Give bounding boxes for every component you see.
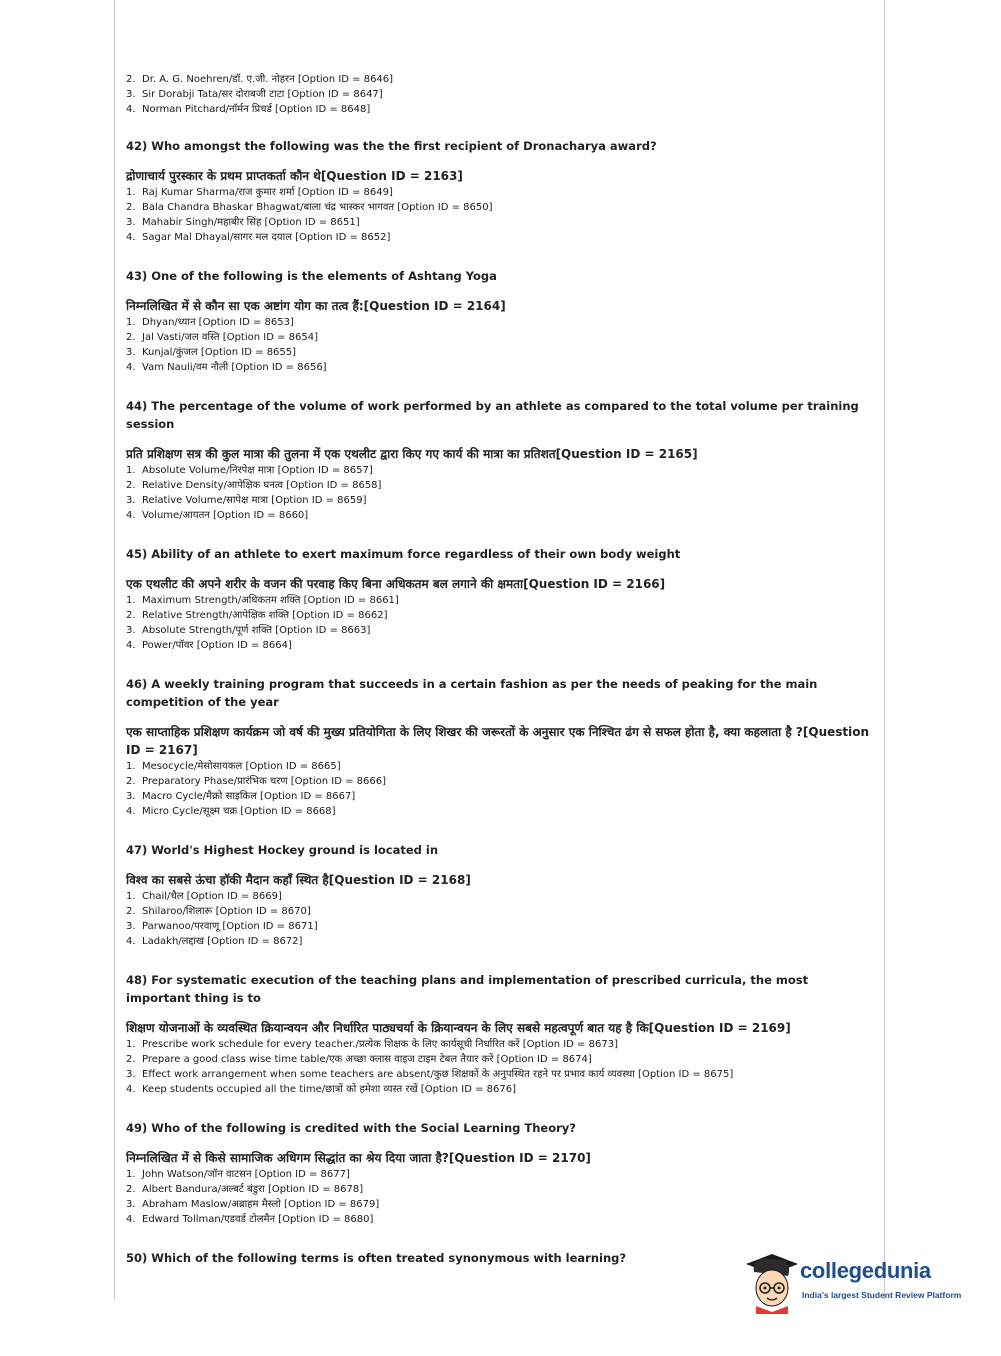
option-text: Sagar Mal Dhayal/सागर मल दयाल [Option ID = 8652] (142, 232, 391, 243)
question-list (126, 137, 874, 1267)
option-list (126, 593, 874, 653)
option-text: Edward Tollman/एडवर्ड टोलमैन [Option ID = 8680] (142, 1214, 374, 1225)
option-number: 2. (126, 906, 136, 917)
logo-tagline: India's largest Student Review Platform (802, 1290, 962, 1300)
option-item (126, 1212, 874, 1227)
option-text: Prescribe work schedule for every teacher./प्रत्येक शिक्षक के लिए कार्यसूची निर्धारित करें [Option ID = 8673] (142, 1039, 618, 1050)
option-text: John Watson/जॉन वाटसन [Option ID = 8677] (142, 1169, 350, 1180)
question-text-hindi: प्रति प्रशिक्षण सत्र की कुल मात्रा की तुलना में एक एथलीट द्वारा किए गए कार्य की मात्रा का प्रतिशत[Question ID = 2165] (126, 447, 698, 461)
option-number: 3. (126, 347, 136, 358)
option-text: Norman Pitchard/नॉर्मन प्रिचर्ड [Option ID = 8648] (142, 104, 371, 115)
option-number: 1. (126, 465, 136, 476)
option-list (126, 185, 874, 245)
question-text-english: 46) A weekly training program that succeeds in a certain fashion as per the needs of peaking for the main competition of the year (126, 677, 818, 709)
question-text-english: 50) Which of the following terms is often treated synonymous with learning? (126, 1251, 627, 1265)
option-text: Preparatory Phase/प्रारंभिक चरण [Option ID = 8666] (142, 776, 386, 787)
option-number: 1. (126, 891, 136, 902)
option-text: Volume/आयतन [Option ID = 8660] (142, 510, 309, 521)
option-item (126, 200, 874, 215)
option-text: Effect work arrangement when some teachers are absent/कुछ शिक्षकों के अनुपस्थित रहने पर प्रभाव कार्य व्यवस्था [Option ID = 8675] (142, 1069, 734, 1080)
right-margin-rule (884, 0, 885, 1300)
option-text: Maximum Strength/अधिकतम शक्ति [Option ID = 8661] (142, 595, 399, 606)
option-list (126, 889, 874, 949)
option-text: Mahabir Singh/महाबीर सिंह [Option ID = 8651] (142, 217, 360, 228)
option-number: 1. (126, 187, 136, 198)
option-number: 3. (126, 217, 136, 228)
question-text-hindi: एक साप्ताहिक प्रशिक्षण कार्यक्रम जो वर्ष की मुख्य प्रतियोगिता के लिए शिखर की जरूरतों के अनुसार एक निश्चित ढंग से सफल होता है, क्या कहलाता है ?[Question ID = 2167] (126, 725, 870, 757)
option-item (126, 330, 874, 345)
option-item (126, 1037, 874, 1052)
question-text-english: 42) Who amongst the following was the the first recipient of Dronacharya award? (126, 139, 657, 153)
option-text: Albert Bandura/अल्बर्ट बंडुरा [Option ID = 8678] (142, 1184, 364, 1195)
option-item (126, 463, 874, 478)
option-text: Abraham Maslow/अब्राहम मैस्लो [Option ID = 8679] (142, 1199, 380, 1210)
option-text: Vam Nauli/वम नौली [Option ID = 8656] (142, 362, 327, 373)
option-number: 4. (126, 806, 136, 817)
option-number: 4. (126, 640, 136, 651)
option-number: 2. (126, 776, 136, 787)
option-text: Jal Vasti/जल वस्ति [Option ID = 8654] (142, 332, 318, 343)
option-number: 3. (126, 921, 136, 932)
option-item (126, 638, 874, 653)
option-item (126, 623, 874, 638)
question-block (126, 397, 874, 523)
option-item (126, 87, 874, 102)
option-number: 4. (126, 362, 136, 373)
option-item (126, 345, 874, 360)
question-block (126, 137, 874, 245)
option-text: Raj Kumar Sharma/राज कुमार शर्मा [Option ID = 8649] (142, 187, 393, 198)
option-text: Power/पॉवर [Option ID = 8664] (142, 640, 292, 651)
question-block (126, 841, 874, 949)
question-text-english: 43) One of the following is the elements of Ashtang Yoga (126, 269, 497, 283)
question-block (126, 971, 874, 1097)
question-block (126, 267, 874, 375)
option-text: Macro Cycle/मैक्रो साइकिल [Option ID = 8667] (142, 791, 356, 802)
logo-wordmark: collegedunia (800, 1258, 931, 1283)
option-text: Micro Cycle/सूक्ष्म चक्र [Option ID = 8668] (142, 806, 336, 817)
option-item (126, 1067, 874, 1082)
question-text-english: 47) World's Highest Hockey ground is located in (126, 843, 439, 857)
option-text: Dhyan/ध्यान [Option ID = 8653] (142, 317, 294, 328)
option-item (126, 789, 874, 804)
option-item (126, 608, 874, 623)
continued-option-list (126, 72, 874, 117)
option-number: 4. (126, 232, 136, 243)
option-item (126, 215, 874, 230)
option-number: 4. (126, 936, 136, 947)
question-text-hindi: विश्व का सबसे ऊंचा हॉकी मैदान कहाँ स्थित है[Question ID = 2168] (126, 873, 471, 887)
option-text: Absolute Strength/पूर्ण शक्ति [Option ID = 8663] (142, 625, 371, 636)
option-item (126, 230, 874, 245)
collegedunia-logo (742, 1250, 970, 1314)
option-item (126, 478, 874, 493)
question-block (126, 1119, 874, 1227)
option-number: 2. (126, 74, 136, 85)
question-text-english: 48) For systematic execution of the teaching plans and implementation of prescribed curricula, the most important thing is to (126, 973, 809, 1005)
question-text-hindi: शिक्षण योजनाओं के व्यवस्थित क्रियान्वयन और निर्धारित पाठ्यचर्या के क्रियान्वयन के लिए सबसे महत्वपूर्ण बात यह है कि[Question ID = 2169] (126, 1021, 791, 1035)
option-item (126, 919, 874, 934)
option-item (126, 759, 874, 774)
question-text-hindi: निम्नलिखित में से कौन सा एक अष्टांग योग का तत्व हैं:[Question ID = 2164] (126, 299, 506, 313)
question-sheet (126, 72, 874, 1267)
option-item (126, 1167, 874, 1182)
option-item (126, 493, 874, 508)
question-text-english: 44) The percentage of the volume of work performed by an athlete as compared to the total volume per training session (126, 399, 859, 431)
question-text-hindi: एक एथलीट की अपने शरीर के वजन की परवाह किए बिना अधिकतम बल लगाने की क्षमता[Question ID = 2166] (126, 577, 666, 591)
option-item (126, 185, 874, 200)
option-number: 1. (126, 761, 136, 772)
option-list (126, 315, 874, 375)
question-text-hindi: द्रोणाचार्य पुरस्कार के प्रथम प्राप्तकर्ता कौन थे[Question ID = 2163] (126, 169, 463, 183)
option-text: Ladakh/लद्दाख [Option ID = 8672] (142, 936, 303, 947)
left-margin-rule (114, 0, 115, 1300)
option-list (126, 1167, 874, 1227)
option-text: Mesocycle/मेसोसायकल [Option ID = 8665] (142, 761, 341, 772)
graduate-mascot-icon (742, 1250, 802, 1314)
option-item (126, 1082, 874, 1097)
option-list (126, 1037, 874, 1097)
option-number: 4. (126, 104, 136, 115)
option-number: 2. (126, 1054, 136, 1065)
option-text: Absolute Volume/निरपेक्ष मात्रा [Option ID = 8657] (142, 465, 373, 476)
option-number: 1. (126, 1039, 136, 1050)
question-text-english: 49) Who of the following is credited with the Social Learning Theory? (126, 1121, 576, 1135)
option-item (126, 804, 874, 819)
option-number: 3. (126, 89, 136, 100)
option-number: 4. (126, 510, 136, 521)
option-item (126, 1197, 874, 1212)
option-text: Sir Dorabji Tata/सर दोराबजी टाटा [Option ID = 8647] (142, 89, 383, 100)
option-number: 2. (126, 1184, 136, 1195)
question-block (126, 675, 874, 819)
option-number: 1. (126, 317, 136, 328)
option-item (126, 1182, 874, 1197)
question-text-english: 45) Ability of an athlete to exert maximum force regardless of their own body weight (126, 547, 681, 561)
option-number: 2. (126, 332, 136, 343)
option-number: 3. (126, 791, 136, 802)
option-item (126, 1052, 874, 1067)
option-item (126, 904, 874, 919)
option-number: 4. (126, 1084, 136, 1095)
option-item (126, 360, 874, 375)
option-text: Bala Chandra Bhaskar Bhagwat/बाला चंद्र भास्कर भागवत [Option ID = 8650] (142, 202, 493, 213)
option-item (126, 593, 874, 608)
option-item (126, 102, 874, 117)
option-number: 3. (126, 495, 136, 506)
option-text: Relative Volume/सापेक्ष मात्रा [Option ID = 8659] (142, 495, 367, 506)
option-number: 3. (126, 1199, 136, 1210)
option-item (126, 508, 874, 523)
option-number: 2. (126, 480, 136, 491)
option-text: Dr. A. G. Noehren/डॉ. ए.जी. नोहरन [Option ID = 8646] (142, 74, 394, 85)
option-text: Prepare a good class wise time table/एक अच्छा क्लास वाइज टाइम टेबल तैयार करें [Option ID = 8674] (142, 1054, 592, 1065)
question-block (126, 545, 874, 653)
option-text: Relative Density/आपेक्षिक घनत्व [Option ID = 8658] (142, 480, 382, 491)
option-number: 1. (126, 1169, 136, 1180)
option-list (126, 759, 874, 819)
option-text: Chail/चैल [Option ID = 8669] (142, 891, 282, 902)
question-text-hindi: निम्नलिखित में से किसे सामाजिक अधिगम सिद्धांत का श्रेय दिया जाता है?[Question ID = 2170] (126, 1151, 591, 1165)
option-text: Shilaroo/शिलारू [Option ID = 8670] (142, 906, 311, 917)
option-item (126, 934, 874, 949)
option-number: 1. (126, 595, 136, 606)
option-list (126, 463, 874, 523)
option-text: Relative Strength/आपेक्षिक शक्ति [Option ID = 8662] (142, 610, 388, 621)
option-item (126, 315, 874, 330)
option-number: 4. (126, 1214, 136, 1225)
option-item (126, 889, 874, 904)
option-number: 3. (126, 625, 136, 636)
option-number: 2. (126, 610, 136, 621)
option-text: Keep students occupied all the time/छात्रों को हमेशा व्यस्त रखें [Option ID = 8676] (142, 1084, 517, 1095)
option-item (126, 774, 874, 789)
option-number: 3. (126, 1069, 136, 1080)
option-text: Kunjal/कुंजल [Option ID = 8655] (142, 347, 297, 358)
option-text: Parwanoo/परवाणू [Option ID = 8671] (142, 921, 318, 932)
option-number: 2. (126, 202, 136, 213)
option-item (126, 72, 874, 87)
